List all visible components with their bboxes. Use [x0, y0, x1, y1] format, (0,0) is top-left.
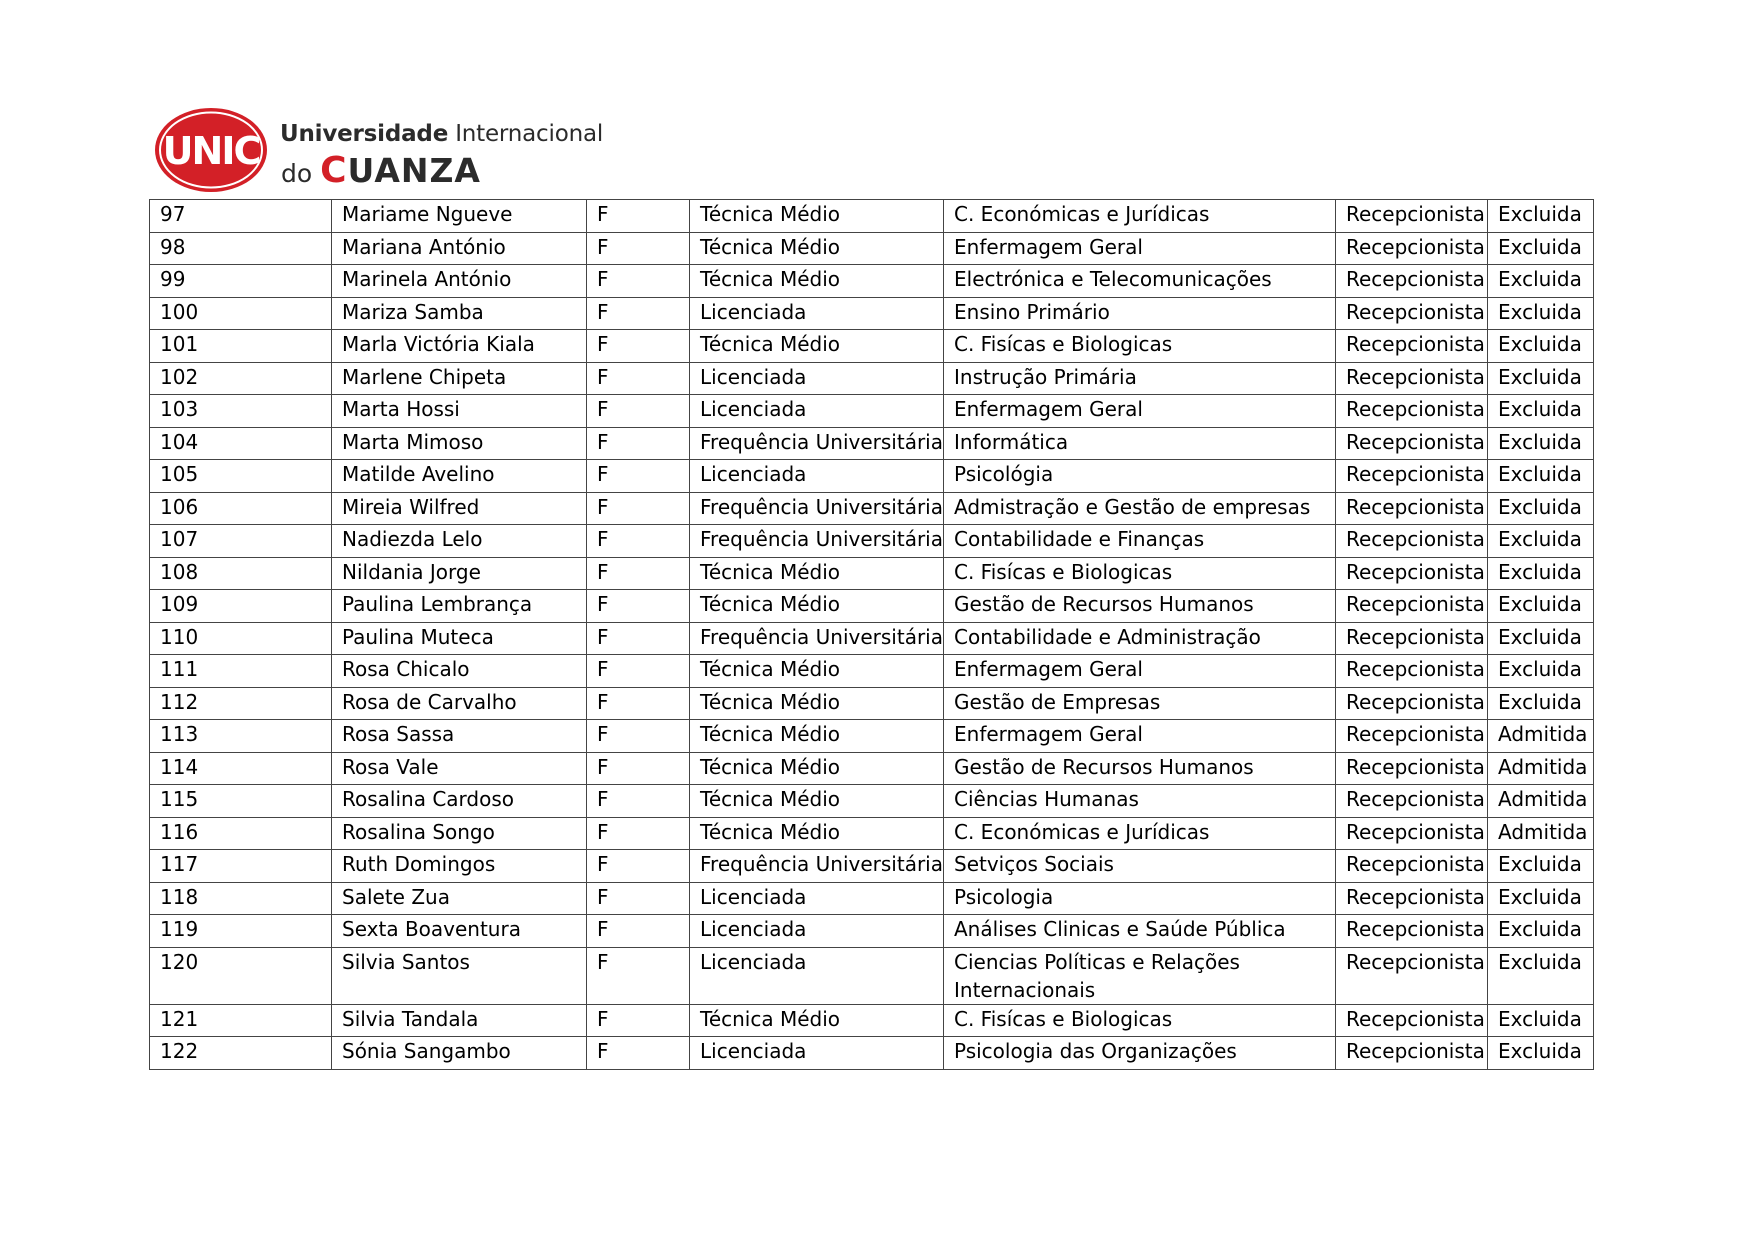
position-cell: Recepcionista [1336, 947, 1488, 1004]
course-cell: Psicológia [944, 460, 1336, 493]
position-cell: Recepcionista [1336, 492, 1488, 525]
education-cell: Técnica Médio [690, 557, 944, 590]
sex-cell: F [587, 460, 690, 493]
position-cell: Recepcionista [1336, 460, 1488, 493]
education-cell: Técnica Médio [690, 687, 944, 720]
name-cell: Rosa Sassa [332, 720, 587, 753]
university-name-cuanza [320, 151, 481, 190]
position-cell: Recepcionista [1336, 265, 1488, 298]
education-cell: Técnica Médio [690, 232, 944, 265]
sex-cell: F [587, 752, 690, 785]
table-row [150, 882, 1594, 915]
number-cell: 115 [150, 785, 332, 818]
status-cell: Excluida [1488, 947, 1594, 1004]
education-cell: Frequência Universitária [690, 525, 944, 558]
university-name-c: C [320, 150, 348, 191]
name-cell: Silvia Santos [332, 947, 587, 1004]
name-cell: Mariza Samba [332, 297, 587, 330]
education-cell: Técnica Médio [690, 752, 944, 785]
name-cell: Rosalina Cardoso [332, 785, 587, 818]
name-cell: Rosa de Carvalho [332, 687, 587, 720]
name-cell: Marlene Chipeta [332, 362, 587, 395]
university-header [153, 106, 603, 194]
number-cell: 112 [150, 687, 332, 720]
number-cell: 113 [150, 720, 332, 753]
sex-cell: F [587, 297, 690, 330]
status-cell: Excluida [1488, 395, 1594, 428]
education-cell: Licenciada [690, 362, 944, 395]
education-cell: Técnica Médio [690, 720, 944, 753]
table-row [150, 655, 1594, 688]
education-cell: Licenciada [690, 297, 944, 330]
status-cell: Excluida [1488, 200, 1594, 233]
number-cell: 105 [150, 460, 332, 493]
position-cell: Recepcionista [1336, 297, 1488, 330]
university-name-line1 [280, 121, 603, 147]
position-cell: Recepcionista [1336, 330, 1488, 363]
education-cell: Técnica Médio [690, 200, 944, 233]
table-row [150, 395, 1594, 428]
course-cell: Setviços Sociais [944, 850, 1336, 883]
number-cell: 121 [150, 1004, 332, 1037]
status-cell: Excluida [1488, 915, 1594, 948]
unic-logo-icon [153, 106, 270, 194]
status-cell: Admitida [1488, 752, 1594, 785]
table-row [150, 687, 1594, 720]
position-cell: Recepcionista [1336, 362, 1488, 395]
status-cell: Excluida [1488, 232, 1594, 265]
status-cell: Excluida [1488, 1037, 1594, 1070]
position-cell: Recepcionista [1336, 850, 1488, 883]
table-row [150, 330, 1594, 363]
sex-cell: F [587, 525, 690, 558]
position-cell: Recepcionista [1336, 915, 1488, 948]
position-cell: Recepcionista [1336, 557, 1488, 590]
status-cell: Excluida [1488, 265, 1594, 298]
position-cell: Recepcionista [1336, 752, 1488, 785]
course-cell: Análises Clinicas e Saúde Pública [944, 915, 1336, 948]
table-row [150, 1004, 1594, 1037]
table-row [150, 460, 1594, 493]
number-cell: 117 [150, 850, 332, 883]
status-cell: Excluida [1488, 557, 1594, 590]
number-cell: 120 [150, 947, 332, 1004]
course-cell: Contabilidade e Administração [944, 622, 1336, 655]
position-cell: Recepcionista [1336, 427, 1488, 460]
table-row [150, 720, 1594, 753]
candidates-table [149, 199, 1594, 1070]
name-cell: Marta Mimoso [332, 427, 587, 460]
table-row [150, 752, 1594, 785]
education-cell: Frequência Universitária [690, 850, 944, 883]
course-cell: C. Económicas e Jurídicas [944, 200, 1336, 233]
course-cell: Instrução Primária [944, 362, 1336, 395]
status-cell: Excluida [1488, 850, 1594, 883]
number-cell: 101 [150, 330, 332, 363]
sex-cell: F [587, 265, 690, 298]
sex-cell: F [587, 817, 690, 850]
candidates-table-body [150, 200, 1594, 1070]
position-cell: Recepcionista [1336, 655, 1488, 688]
status-cell: Excluida [1488, 330, 1594, 363]
name-cell: Mariana António [332, 232, 587, 265]
education-cell: Técnica Médio [690, 785, 944, 818]
course-cell: Enfermagem Geral [944, 655, 1336, 688]
education-cell: Técnica Médio [690, 265, 944, 298]
course-cell: Ciências Humanas [944, 785, 1336, 818]
course-cell: Gestão de Recursos Humanos [944, 752, 1336, 785]
university-name-rest: Internacional [448, 121, 604, 147]
position-cell: Recepcionista [1336, 395, 1488, 428]
position-cell: Recepcionista [1336, 785, 1488, 818]
status-cell: Excluida [1488, 1004, 1594, 1037]
course-cell: Admistração e Gestão de empresas [944, 492, 1336, 525]
number-cell: 118 [150, 882, 332, 915]
table-row [150, 850, 1594, 883]
status-cell: Excluida [1488, 297, 1594, 330]
number-cell: 110 [150, 622, 332, 655]
course-cell: Psicologia das Organizações [944, 1037, 1336, 1070]
position-cell: Recepcionista [1336, 720, 1488, 753]
status-cell: Excluida [1488, 655, 1594, 688]
course-cell: Enfermagem Geral [944, 720, 1336, 753]
sex-cell: F [587, 947, 690, 1004]
education-cell: Técnica Médio [690, 1004, 944, 1037]
course-cell: C. Fisícas e Biologicas [944, 330, 1336, 363]
table-row [150, 297, 1594, 330]
number-cell: 119 [150, 915, 332, 948]
name-cell: Rosalina Songo [332, 817, 587, 850]
status-cell: Excluida [1488, 492, 1594, 525]
university-name-uanza: UANZA [347, 151, 481, 190]
status-cell: Admitida [1488, 720, 1594, 753]
position-cell: Recepcionista [1336, 622, 1488, 655]
position-cell: Recepcionista [1336, 882, 1488, 915]
number-cell: 122 [150, 1037, 332, 1070]
number-cell: 106 [150, 492, 332, 525]
sex-cell: F [587, 850, 690, 883]
position-cell: Recepcionista [1336, 525, 1488, 558]
table-row [150, 200, 1594, 233]
status-cell: Admitida [1488, 785, 1594, 818]
table-row [150, 947, 1594, 1004]
university-name-line2 [281, 150, 481, 191]
table-row [150, 492, 1594, 525]
course-cell: Gestão de Empresas [944, 687, 1336, 720]
name-cell: Marla Victória Kiala [332, 330, 587, 363]
table-row [150, 817, 1594, 850]
course-cell: C. Fisícas e Biologicas [944, 557, 1336, 590]
sex-cell: F [587, 720, 690, 753]
sex-cell: F [587, 330, 690, 363]
sex-cell: F [587, 557, 690, 590]
education-cell: Licenciada [690, 947, 944, 1004]
course-cell: Informática [944, 427, 1336, 460]
sex-cell: F [587, 590, 690, 623]
number-cell: 97 [150, 200, 332, 233]
sex-cell: F [587, 232, 690, 265]
position-cell: Recepcionista [1336, 232, 1488, 265]
position-cell: Recepcionista [1336, 687, 1488, 720]
sex-cell: F [587, 655, 690, 688]
table-row [150, 557, 1594, 590]
number-cell: 100 [150, 297, 332, 330]
number-cell: 116 [150, 817, 332, 850]
education-cell: Licenciada [690, 395, 944, 428]
sex-cell: F [587, 200, 690, 233]
name-cell: Sexta Boaventura [332, 915, 587, 948]
logo-text: UNIC [162, 129, 260, 173]
status-cell: Admitida [1488, 817, 1594, 850]
name-cell: Ruth Domingos [332, 850, 587, 883]
position-cell: Recepcionista [1336, 817, 1488, 850]
sex-cell: F [587, 785, 690, 818]
table-row [150, 265, 1594, 298]
name-cell: Mireia Wilfred [332, 492, 587, 525]
sex-cell: F [587, 622, 690, 655]
table-row [150, 427, 1594, 460]
number-cell: 104 [150, 427, 332, 460]
education-cell: Frequência Universitária [690, 492, 944, 525]
education-cell: Técnica Médio [690, 330, 944, 363]
education-cell: Frequência Universitária [690, 622, 944, 655]
education-cell: Licenciada [690, 1037, 944, 1070]
status-cell: Excluida [1488, 687, 1594, 720]
course-cell: Enfermagem Geral [944, 232, 1336, 265]
sex-cell: F [587, 687, 690, 720]
position-cell: Recepcionista [1336, 1037, 1488, 1070]
name-cell: Paulina Lembrança [332, 590, 587, 623]
education-cell: Técnica Médio [690, 817, 944, 850]
number-cell: 111 [150, 655, 332, 688]
sex-cell: F [587, 492, 690, 525]
name-cell: Mariame Ngueve [332, 200, 587, 233]
table-row [150, 590, 1594, 623]
status-cell: Excluida [1488, 882, 1594, 915]
name-cell: Sónia Sangambo [332, 1037, 587, 1070]
number-cell: 99 [150, 265, 332, 298]
name-cell: Paulina Muteca [332, 622, 587, 655]
table-row [150, 1037, 1594, 1070]
course-cell: Psicologia [944, 882, 1336, 915]
sex-cell: F [587, 1004, 690, 1037]
name-cell: Matilde Avelino [332, 460, 587, 493]
table-row [150, 232, 1594, 265]
name-cell: Nildania Jorge [332, 557, 587, 590]
course-cell: Enfermagem Geral [944, 395, 1336, 428]
number-cell: 109 [150, 590, 332, 623]
sex-cell: F [587, 395, 690, 428]
name-cell: Rosa Vale [332, 752, 587, 785]
course-cell: Ciencias Políticas e Relações Internacionais [944, 947, 1336, 1004]
table-row [150, 915, 1594, 948]
name-cell: Silvia Tandala [332, 1004, 587, 1037]
course-cell: C. Económicas e Jurídicas [944, 817, 1336, 850]
sex-cell: F [587, 1037, 690, 1070]
name-cell: Rosa Chicalo [332, 655, 587, 688]
education-cell: Técnica Médio [690, 590, 944, 623]
name-cell: Marta Hossi [332, 395, 587, 428]
table-row [150, 622, 1594, 655]
sex-cell: F [587, 915, 690, 948]
education-cell: Licenciada [690, 460, 944, 493]
course-cell: C. Fisícas e Biologicas [944, 1004, 1336, 1037]
course-cell: Gestão de Recursos Humanos [944, 590, 1336, 623]
number-cell: 102 [150, 362, 332, 395]
sex-cell: F [587, 882, 690, 915]
position-cell: Recepcionista [1336, 200, 1488, 233]
name-cell: Salete Zua [332, 882, 587, 915]
number-cell: 114 [150, 752, 332, 785]
education-cell: Técnica Médio [690, 655, 944, 688]
position-cell: Recepcionista [1336, 590, 1488, 623]
status-cell: Excluida [1488, 427, 1594, 460]
status-cell: Excluida [1488, 622, 1594, 655]
course-cell: Electrónica e Telecomunicações [944, 265, 1336, 298]
name-cell: Nadiezda Lelo [332, 525, 587, 558]
sex-cell: F [587, 362, 690, 395]
university-name-bold: Universidade [280, 121, 449, 147]
table-row [150, 525, 1594, 558]
course-cell: Contabilidade e Finanças [944, 525, 1336, 558]
table-row [150, 785, 1594, 818]
education-cell: Frequência Universitária [690, 427, 944, 460]
status-cell: Excluida [1488, 525, 1594, 558]
name-cell: Marinela António [332, 265, 587, 298]
number-cell: 107 [150, 525, 332, 558]
number-cell: 103 [150, 395, 332, 428]
education-cell: Licenciada [690, 882, 944, 915]
education-cell: Licenciada [690, 915, 944, 948]
number-cell: 98 [150, 232, 332, 265]
table-row [150, 362, 1594, 395]
status-cell: Excluida [1488, 362, 1594, 395]
status-cell: Excluida [1488, 460, 1594, 493]
number-cell: 108 [150, 557, 332, 590]
position-cell: Recepcionista [1336, 1004, 1488, 1037]
status-cell: Excluida [1488, 590, 1594, 623]
sex-cell: F [587, 427, 690, 460]
course-cell: Ensino Primário [944, 297, 1336, 330]
university-name-do: do [281, 159, 321, 188]
